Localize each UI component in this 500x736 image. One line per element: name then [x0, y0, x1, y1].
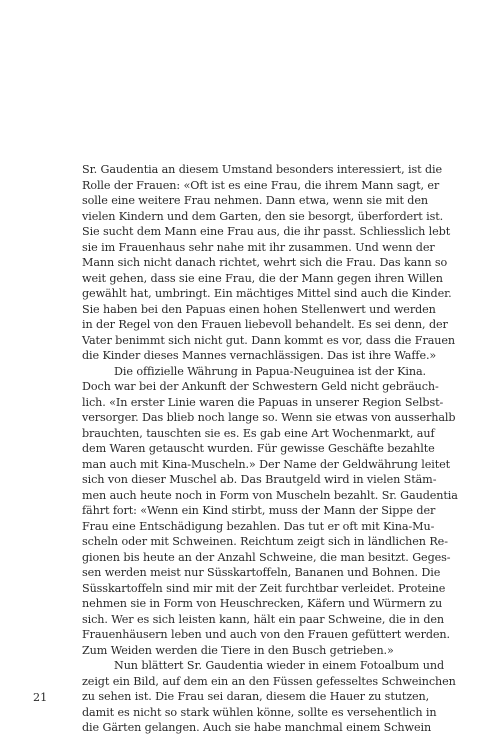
text-line: Sr. Gaudentia an diesem Umstand besonders interessiert, ist die: [82, 163, 443, 176]
text-line: damit es nicht so stark wühlen könne, sollte es versehentlich in: [82, 705, 437, 719]
text-line: die Gärten gelangen. Auch sie habe manchmal einem Schwein: [82, 721, 432, 734]
body-text: [82, 162, 472, 736]
text-line: Mann sich nicht danach richtet, wehrt sich die Frau. Das kann so: [82, 256, 448, 269]
text-line: Süsskartoffeln sind mir mit der Zeit furchtbar verleidet. Proteine: [82, 581, 446, 595]
text-line: gionen bis heute an der Anzahl Schweine, die man besitzt. Geges-: [82, 550, 451, 564]
text-line: man auch mit Kina-Muscheln.» Der Name der Geldwährung leitet: [82, 457, 451, 471]
text-line: weit gehen, dass sie eine Frau, die der Mann gegen ihren Willen: [82, 271, 443, 285]
text-line: Doch war bei der Ankunft der Schwestern Geld nicht gebräuch-: [82, 380, 439, 393]
text-line: Sie haben bei den Papuas einen hohen Stellenwert und werden: [82, 302, 436, 316]
text-line: Vater benimmt sich nicht gut. Dann kommt es vor, dass die Frauen: [82, 333, 455, 347]
text-line: Zum Weiden werden die Tiere in den Busch getrieben.»: [82, 643, 394, 657]
text-line: Frauenhäusern leben und auch von den Frauen gefüttert werden.: [82, 628, 450, 641]
text-line: sich. Wer es sich leisten kann, hält ein paar Schweine, die in den: [82, 612, 445, 626]
text-line: nehmen sie in Form von Heuschrecken, Käfern und Würmern zu: [82, 597, 443, 610]
page-number: 21: [33, 691, 48, 704]
text-line: zu sehen ist. Die Frau sei daran, diesem die Hauer zu stutzen,: [82, 690, 430, 703]
text-line: brauchten, tauschten sie es. Es gab eine Art Wochenmarkt, auf: [82, 426, 435, 440]
paragraph-first-line: Die offizielle Währung in Papua-Neuguinea ist der Kina.: [114, 364, 427, 378]
paragraph-first-line: Nun blättert Sr. Gaudentia wieder in einem Fotoalbum und: [114, 659, 445, 672]
text-line: sie im Frauenhaus sehr nahe mit ihr zusammen. Und wenn der: [82, 240, 435, 254]
text-line: in der Regel von den Frauen liebevoll behandelt. Es sei denn, der: [82, 318, 448, 331]
text-line: gewählt hat, umbringt. Ein mächtiges Mittel sind auch die Kinder.: [82, 287, 452, 300]
text-line: zeigt ein Bild, auf dem ein an den Füssen gefesseltes Schweinchen: [82, 674, 456, 688]
text-line: die Kinder dieses Mannes vernachlässigen. Das ist ihre Waffe.»: [82, 349, 437, 362]
text-line: men auch heute noch in Form von Muscheln bezahlt. Sr. Gaudentia: [82, 488, 458, 502]
text-line: Sie sucht dem Mann eine Frau aus, die ihr passt. Schliesslich lebt: [82, 225, 451, 238]
text-line: Frau eine Entschädigung bezahlen. Das tut er oft mit Kina-Mu-: [82, 519, 435, 533]
text-line: sen werden meist nur Süsskartoffeln, Bananen und Bohnen. Die: [82, 566, 441, 579]
text-line: solle eine weitere Frau nehmen. Dann etwa, wenn sie mit den: [82, 194, 428, 207]
text-line: fährt fort: «Wenn ein Kind stirbt, muss der Mann der Sippe der: [82, 504, 436, 517]
text-line: dem Waren getauscht wurden. Für gewisse Geschäfte bezahlte: [82, 442, 435, 455]
text-line: scheln oder mit Schweinen. Reichtum zeigt sich in ländlichen Re-: [82, 535, 448, 548]
text-line: vielen Kindern und dem Garten, den sie besorgt, überfordert ist.: [82, 209, 444, 223]
text-line: Rolle der Frauen: «Oft ist es eine Frau, die ihrem Mann sagt, er: [82, 178, 440, 192]
text-line: versorger. Das blieb noch lange so. Wenn sie etwas von ausserhalb: [82, 411, 456, 424]
text-line: lich. «In erster Linie waren die Papuas in unserer Region Selbst-: [82, 395, 444, 409]
text-line: sich von dieser Muschel ab. Das Brautgeld wird in vielen Stäm-: [82, 473, 437, 486]
